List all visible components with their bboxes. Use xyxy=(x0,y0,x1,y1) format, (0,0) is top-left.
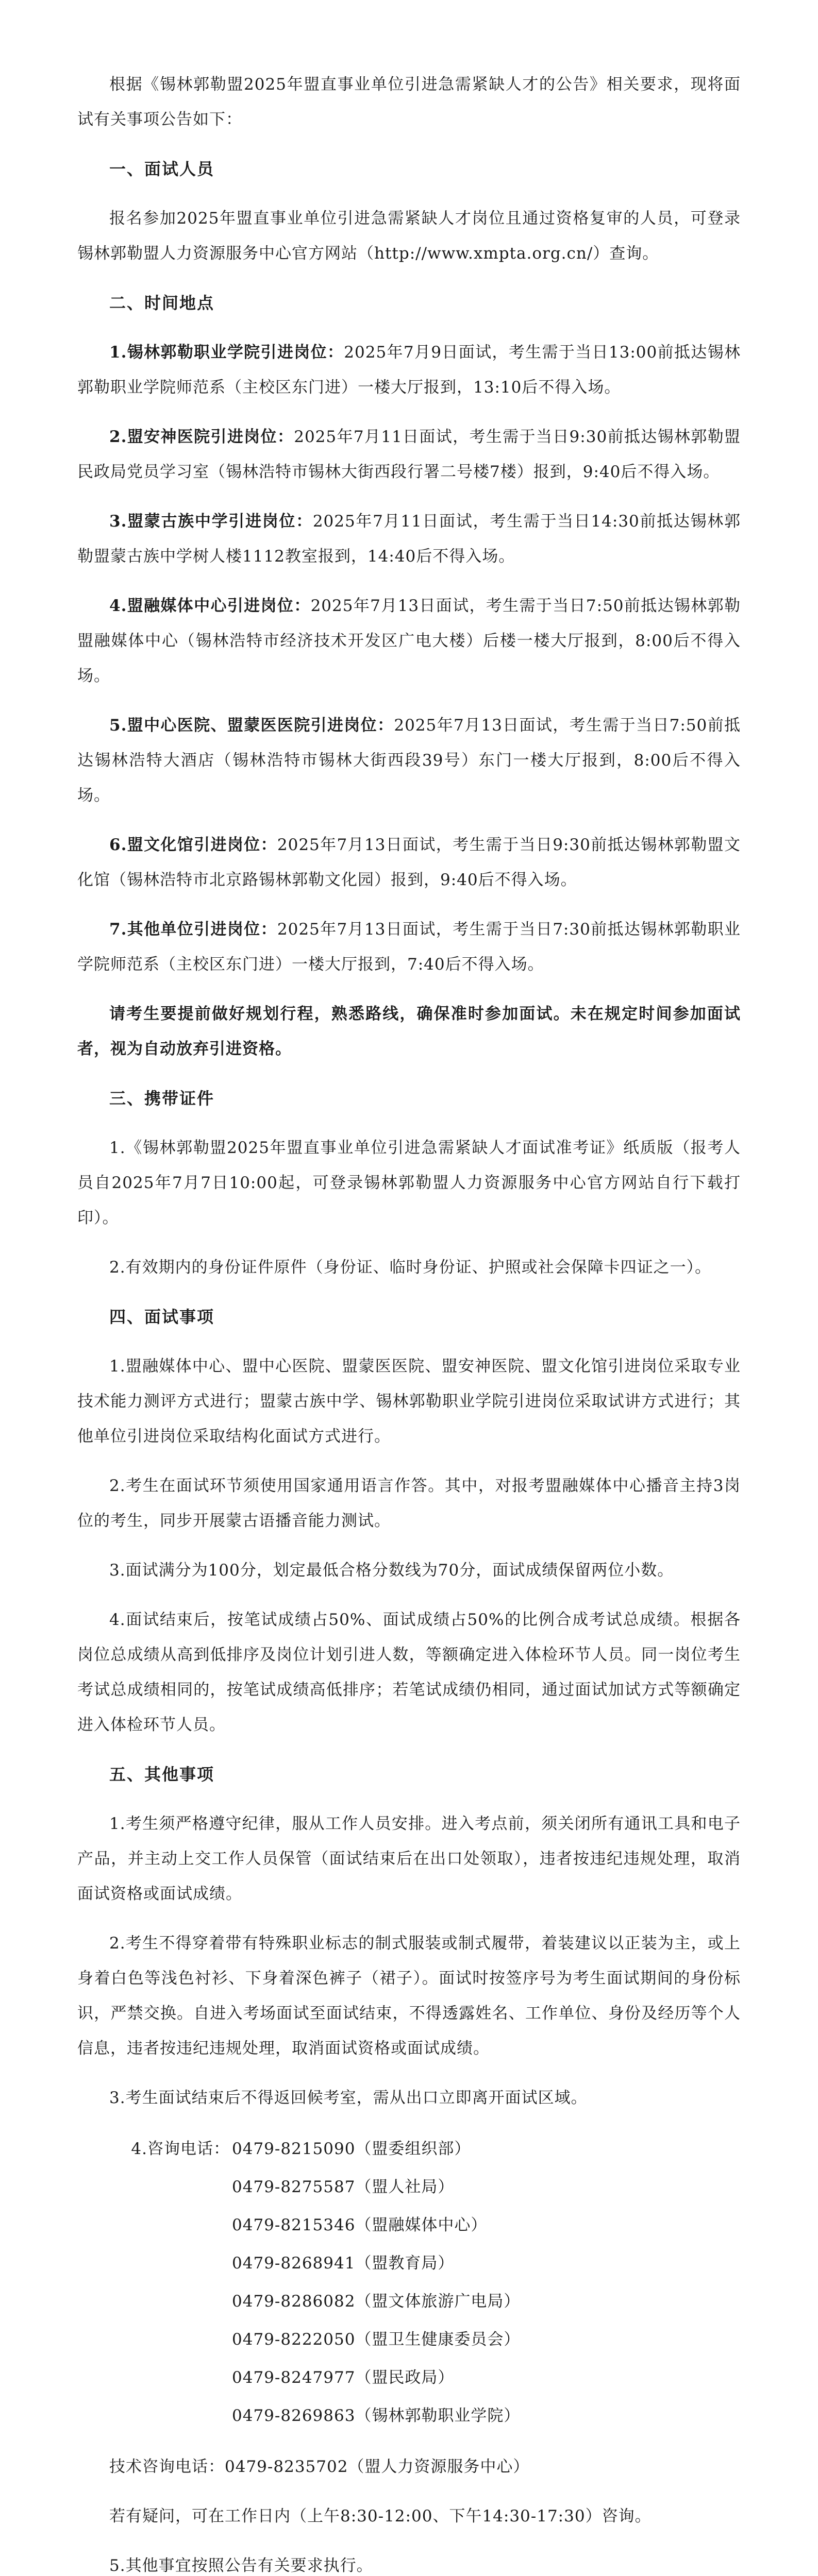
schedule-item xyxy=(77,504,741,574)
document-item: 2.有效期内的身份证件原件（身份证、临时身份证、护照或社会保障卡四证之一）。 xyxy=(109,1258,712,1277)
intro-paragraph: 根据《锡林郭勒盟2025年盟直事业单位引进急需紧缺人才的公告》相关要求，现将面试有关事项公告如下： xyxy=(77,75,741,129)
schedule-notice: 请考生要提前做好规划行程，熟悉路线，确保准时参加面试。未在规定时间参加面试者，视为自动放弃引进资格。 xyxy=(77,1005,741,1058)
schedule-item-title: 3.盟蒙古族中学引进岗位： xyxy=(109,512,313,531)
schedule-item-text: 2025年7月9日面试，考生需于当日13:00前抵达锡林郭勒职业学院师范系（主校区东门进）一楼大厅报到，13:10后不得入场。 xyxy=(77,343,741,397)
section5-heading: 五、其他事项 xyxy=(109,1765,215,1784)
interview-item: 4.面试结束后，按笔试成绩占50%、面试成绩占50%的比例合成考试总成绩。根据各岗位总成绩从高到低排序及岗位计划引进人数，等额确定进入体检环节人员。同一岗位考生考试总成绩相同的，按笔试成绩高低排序；若笔试成绩仍相同，通过面试加试方式等额确定进入体检环节人员。 xyxy=(77,1611,741,1734)
other-item: 1.考生须严格遵守纪律，服从工作人员安排。进入考点前，须关闭所有通讯工具和电子产品，并主动上交工作人员保管（面试结束后在出口处领取），违者按违纪违规处理，取消面试资格或面试成绩。 xyxy=(77,1815,741,1903)
contact-phone: 0479-8268941（盟教育局） xyxy=(232,2254,455,2273)
schedule-item-text: 2025年7月13日面试，考生需于当日7:50前抵达锡林郭勒盟融媒体中心（锡林浩特市经济技术开发区广电大楼）后楼一楼大厅报到，8:00后不得入场。 xyxy=(77,597,741,685)
schedule-item-text: 2025年7月13日面试，考生需于当日7:30前抵达锡林郭勒职业学院师范系（主校区东门进）一楼大厅报到，7:40后不得入场。 xyxy=(77,920,741,974)
contact-phone: 0479-8215346（盟融媒体中心） xyxy=(232,2216,488,2234)
schedule-item-text: 2025年7月13日面试，考生需于当日7:50前抵达锡林浩特大酒店（锡林浩特市锡林大街西段39号）东门一楼大厅报到，8:00后不得入场。 xyxy=(77,716,741,805)
other-item: 3.考生面试结束后不得返回候考室，需从出口立即离开面试区域。 xyxy=(109,2089,588,2107)
contact-phone: 0479-8215090（盟委组织部） xyxy=(232,2140,471,2158)
schedule-item-text: 2025年7月11日面试，考生需于当日9:30前抵达锡林郭勒盟民政局党员学习室（锡林浩特市锡林大街西段行署二号楼7楼）报到，9:40后不得入场。 xyxy=(77,428,741,481)
schedule-item xyxy=(77,588,741,693)
schedule-item xyxy=(77,708,741,813)
schedule-item-title: 7.其他单位引进岗位： xyxy=(109,920,277,939)
contact-row xyxy=(77,2320,741,2359)
contact-phone: 0479-8286082（盟文体旅游广电局） xyxy=(232,2292,521,2311)
schedule-item xyxy=(77,335,741,405)
section1-text: 报名参加2025年盟直事业单位引进急需紧缺人才岗位且通过资格复审的人员，可登录锡林郭勒盟人力资源服务中心官方网站（http://www.xmpta.org.cn/）查询。 xyxy=(77,209,741,263)
contact-phone: 0479-8247977（盟民政局） xyxy=(232,2368,455,2387)
consultation-hours: 若有疑问，可在工作日内（上午8:30-12:00、下午14:30-17:30）咨询。 xyxy=(109,2507,652,2526)
section4-heading: 四、面试事项 xyxy=(109,1307,215,1327)
tech-support-phone: 技术咨询电话：0479-8235702（盟人力资源服务中心） xyxy=(109,2458,530,2476)
interview-item: 3.面试满分为100分，划定最低合格分数线为70分，面试成绩保留两位小数。 xyxy=(109,1561,674,1580)
contact-row xyxy=(77,2359,741,2397)
contact-phone: 0479-8222050（盟卫生健康委员会） xyxy=(232,2330,521,2349)
contact-row xyxy=(77,2282,741,2320)
document-body xyxy=(77,67,741,2576)
section2-heading: 二、时间地点 xyxy=(109,293,215,313)
schedule-item-text: 2025年7月13日面试，考生需于当日9:30前抵达锡林郭勒盟文化馆（锡林浩特市北京路锡林郭勒文化园）报到，9:40后不得入场。 xyxy=(77,836,741,889)
schedule-item-title: 1.锡林郭勒职业学院引进岗位： xyxy=(109,343,344,362)
contact-row xyxy=(77,2168,741,2206)
section1-heading: 一、面试人员 xyxy=(109,159,215,179)
interview-item: 2.考生在面试环节须使用国家通用语言作答。其中，对报考盟融媒体中心播音主持3岗位的考生，同步开展蒙古语播音能力测试。 xyxy=(77,1477,741,1530)
contact-phone: 0479-8269863（锡林郭勒职业学院） xyxy=(232,2406,521,2425)
schedule-item-title: 4.盟融媒体中心引进岗位： xyxy=(109,597,311,615)
contact-row xyxy=(77,2130,741,2168)
schedule-item-title: 2.盟安神医院引进岗位： xyxy=(109,428,294,446)
contact-row xyxy=(77,2206,741,2244)
document-item: 1.《锡林郭勒盟2025年盟直事业单位引进急需紧缺人才面试准考证》纸质版（报考人员自2025年7月7日10:00起，可登录锡林郭勒盟人力资源服务中心官方网站自行下载打印）。 xyxy=(77,1139,741,1227)
section3-heading: 三、携带证件 xyxy=(109,1089,215,1108)
schedule-item-title: 5.盟中心医院、盟蒙医医院引进岗位： xyxy=(109,716,394,735)
contact-phone: 0479-8275587（盟人社局） xyxy=(232,2178,455,2196)
contact-phone-list xyxy=(77,2130,741,2435)
schedule-item-title: 6.盟文化馆引进岗位： xyxy=(109,836,277,854)
schedule-item xyxy=(77,827,741,897)
schedule-item-text: 2025年7月11日面试，考生需于当日14:30前抵达锡林郭勒盟蒙古族中学树人楼1112教室报到，14:40后不得入场。 xyxy=(77,512,741,566)
other-item: 5.其他事宜按照公告有关要求执行。 xyxy=(109,2556,373,2575)
other-item: 2.考生不得穿着带有特殊职业标志的制式服装或制式履带，着装建议以正装为主，或上身着白色等浅色衬衫、下身着深色裤子（裙子）。面试时按签序号为考生面试期间的身份标识，严禁交换。自进入考场面试至面试结束，不得透露姓名、工作单位、身份及经历等个人信息，违者按违纪违规处理，取消面试资格或面试成绩。 xyxy=(77,1934,741,2058)
schedule-item xyxy=(77,912,741,982)
schedule-item xyxy=(77,419,741,489)
interview-item: 1.盟融媒体中心、盟中心医院、盟蒙医医院、盟安神医院、盟文化馆引进岗位采取专业技术能力测评方式进行；盟蒙古族中学、锡林郭勒职业学院引进岗位采取试讲方式进行；其他单位引进岗位采取结构化面试方式进行。 xyxy=(77,1357,741,1446)
contact-row xyxy=(77,2397,741,2435)
contact-label: 4.咨询电话： xyxy=(131,2140,230,2158)
contact-row xyxy=(77,2244,741,2282)
